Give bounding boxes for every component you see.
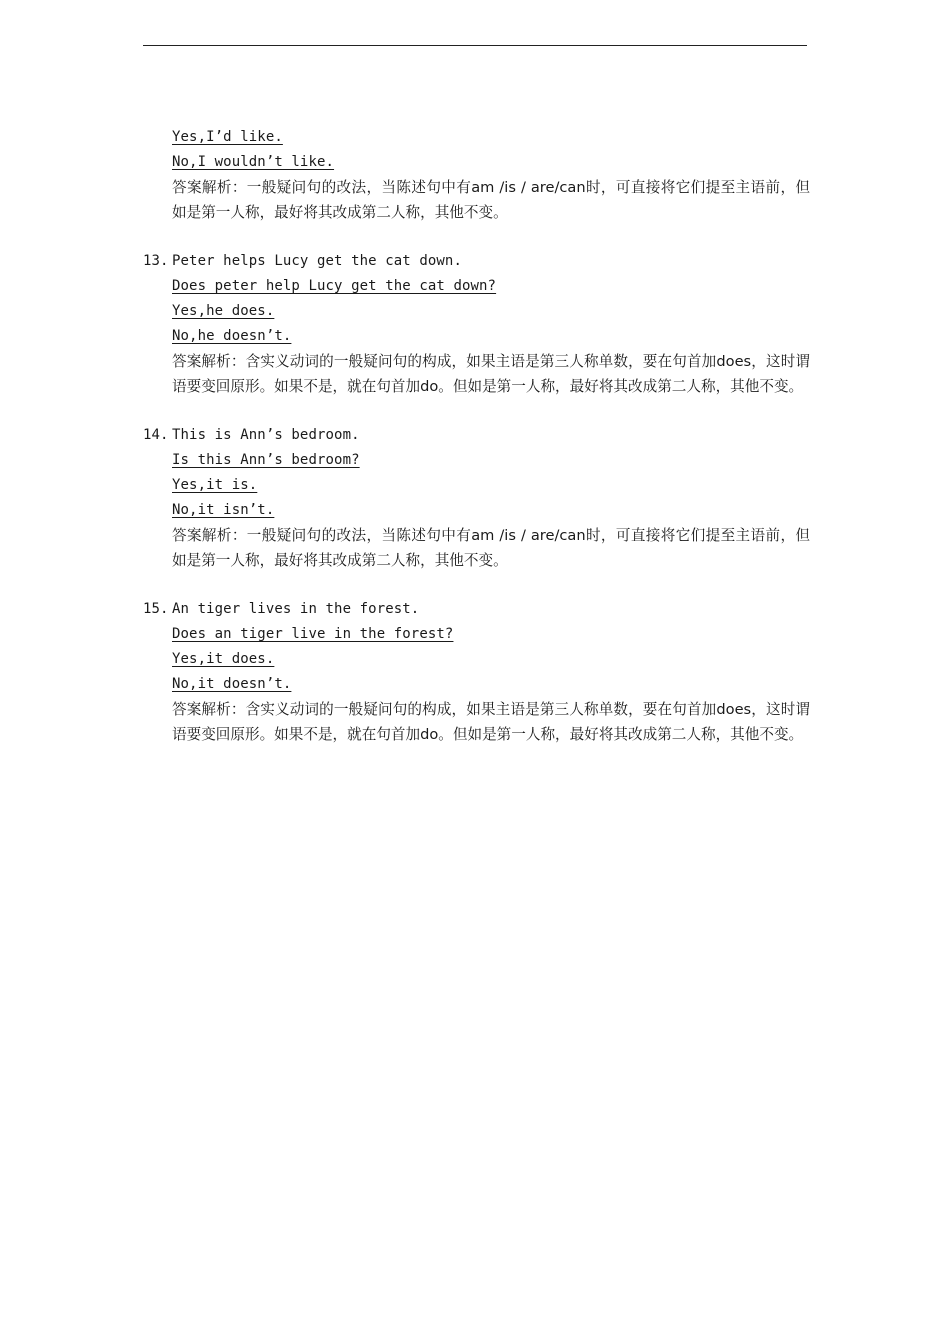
header-rule xyxy=(143,45,807,46)
document-body xyxy=(143,125,813,747)
answer-line: No,it doesn’t. xyxy=(172,676,292,692)
explanation-text: 答案解析：含实义动词的一般疑问句的构成，如果主语是第三人称单数，要在句首加does，这时谓语要变回原形。如果不是，就在句首加do。但如是第一人称，最好将其改成第二人称，其他不变。 xyxy=(172,701,810,743)
answer-line: Yes,I’d like. xyxy=(172,129,283,145)
answer-line: No,it isn’t. xyxy=(172,502,275,518)
answer-line: No,I wouldn’t like. xyxy=(172,154,335,170)
answer-line: Does peter help Lucy get the cat down? xyxy=(172,278,497,294)
answer-line: Yes,it does. xyxy=(172,651,275,667)
explanation-text: 答案解析：一般疑问句的改法，当陈述句中有am /is / are/can时，可直接将它们提至主语前，但如是第一人称，最好将其改成第二人称，其他不变。 xyxy=(172,527,810,569)
question-number: 15. xyxy=(143,601,169,617)
question-number: 13. xyxy=(143,253,169,269)
explanation-text: 答案解析：一般疑问句的改法，当陈述句中有am /is / are/can时，可直接将它们提至主语前，但如是第一人称，最好将其改成第二人称，其他不变。 xyxy=(172,179,810,221)
question-sentence: 15. An tiger lives in the forest. xyxy=(143,597,813,622)
answer-line: Is this Ann’s bedroom? xyxy=(172,452,360,468)
question-number: 14. xyxy=(143,427,169,443)
explanation-text: 答案解析：含实义动词的一般疑问句的构成，如果主语是第三人称单数，要在句首加does，这时谓语要变回原形。如果不是，就在句首加do。但如是第一人称，最好将其改成第二人称，其他不变。 xyxy=(172,353,810,395)
question-12-continuation xyxy=(143,125,813,225)
answer-line: No,he doesn’t. xyxy=(172,328,292,344)
question-sentence: 14. This is Ann’s bedroom. xyxy=(143,423,813,448)
answer-line: Yes,it is. xyxy=(172,477,258,493)
question-14 xyxy=(143,423,813,573)
answer-line: Does an tiger live in the forest? xyxy=(172,626,454,642)
question-sentence: 13. Peter helps Lucy get the cat down. xyxy=(143,249,813,274)
answer-line: Yes,he does. xyxy=(172,303,275,319)
question-15 xyxy=(143,597,813,747)
question-13 xyxy=(143,249,813,399)
